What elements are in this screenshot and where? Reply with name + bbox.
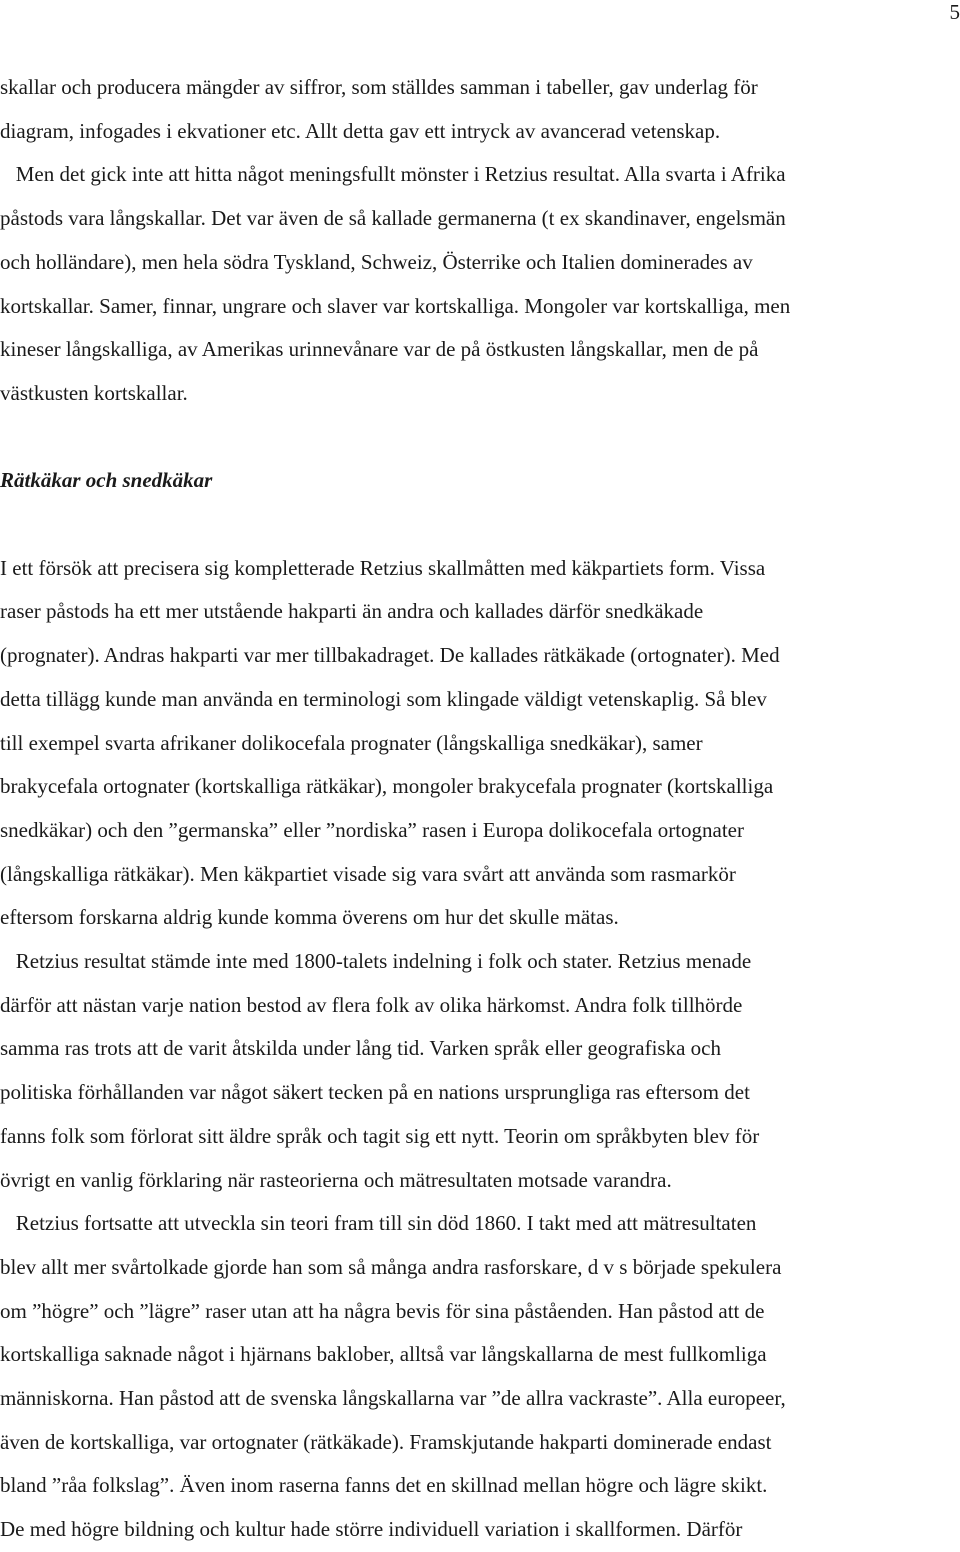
spacer (0, 503, 960, 547)
paragraph-1 (0, 66, 960, 416)
spacer (0, 416, 960, 460)
paragraph-3 (0, 940, 960, 1202)
text-line: De med högre bildning och kultur hade större individuell variation i skallformen. Därför (0, 1508, 960, 1552)
section-heading: Rätkäkar och snedkäkar (0, 459, 960, 503)
text-line: kortskalliga saknade något i hjärnans baklober, alltså var långskallarna de mest fullkomliga (0, 1333, 960, 1377)
text-line: kortskallar. Samer, finnar, ungrare och slaver var kortskalliga. Mongoler var kortskalliga, men (0, 285, 960, 329)
text-line: skallar och producera mängder av siffror, som ställdes samman i tabeller, gav underlag för (0, 66, 960, 110)
text-line: människorna. Han påstod att de svenska långskallarna var ”de allra vackraste”. Alla europeer, (0, 1377, 960, 1421)
text-line: bland ”råa folkslag”. Även inom raserna fanns det en skillnad mellan högre och lägre skikt. (0, 1464, 960, 1508)
text-line: Men det gick inte att hitta något meningsfullt mönster i Retzius resultat. Alla svarta i Afrika (0, 153, 960, 197)
text-line: även de kortskalliga, var ortognater (rätkäkade). Framskjutande hakparti dominerade endast (0, 1421, 960, 1465)
text-line: politiska förhållanden var något säkert tecken på en nations ursprungliga ras eftersom det (0, 1071, 960, 1115)
text-line: och holländare), men hela södra Tyskland, Schweiz, Österrike och Italien dominerades av (0, 241, 960, 285)
text-line: till exempel svarta afrikaner dolikocefala prognater (långskalliga snedkäkar), samer (0, 722, 960, 766)
text-line: Retzius resultat stämde inte med 1800-talets indelning i folk och stater. Retzius menade (0, 940, 960, 984)
text-line: eftersom forskarna aldrig kunde komma överens om hur det skulle mätas. (0, 896, 960, 940)
page-number: 5 (950, 0, 960, 24)
text-line: blev allt mer svårtolkade gjorde han som så många andra rasforskare, d v s började spekulera (0, 1246, 960, 1290)
text-line: snedkäkar) och den ”germanska” eller ”nordiska” rasen i Europa dolikocefala ortognater (0, 809, 960, 853)
text-line: raser påstods ha ett mer utstående hakparti än andra och kallades därför snedkäkade (0, 590, 960, 634)
text-line: detta tillägg kunde man använda en terminologi som klingade väldigt vetenskaplig. Så blev (0, 678, 960, 722)
text-line: samma ras trots att de varit åtskilda under lång tid. Varken språk eller geografiska och (0, 1027, 960, 1071)
text-line: om ”högre” och ”lägre” raser utan att ha några bevis för sina påståenden. Han påstod att de (0, 1290, 960, 1334)
text-line: kineser långskalliga, av Amerikas urinnevånare var de på östkusten långskallar, men de på (0, 328, 960, 372)
text-line: därför att nästan varje nation bestod av flera folk av olika härkomst. Andra folk tillhörde (0, 984, 960, 1028)
text-line: (långskalliga rätkäkar). Men käkpartiet visade sig vara svårt att använda som rasmarkör (0, 853, 960, 897)
text-line: påstods vara långskallar. Det var även de så kallade germanerna (t ex skandinaver, engelsmän (0, 197, 960, 241)
paragraph-2 (0, 547, 960, 940)
text-line: västkusten kortskallar. (0, 372, 960, 416)
text-line: I ett försök att precisera sig kompletterade Retzius skallmåtten med käkpartiets form. Vissa (0, 547, 960, 591)
text-line: diagram, infogades i ekvationer etc. Allt detta gav ett intryck av avancerad vetenskap. (0, 110, 960, 154)
paragraph-4 (0, 1202, 960, 1552)
text-line: övrigt en vanlig förklaring när rasteorierna och mätresultaten motsade varandra. (0, 1159, 960, 1203)
document-body (0, 66, 960, 1552)
text-line: fanns folk som förlorat sitt äldre språk och tagit sig ett nytt. Teorin om språkbyten blev för (0, 1115, 960, 1159)
text-line: brakycefala ortognater (kortskalliga rätkäkar), mongoler brakycefala prognater (kortskalliga (0, 765, 960, 809)
text-line: Retzius fortsatte att utveckla sin teori fram till sin död 1860. I takt med att mätresultaten (0, 1202, 960, 1246)
text-line: (prognater). Andras hakparti var mer tillbakadraget. De kallades rätkäkade (ortognater). Med (0, 634, 960, 678)
